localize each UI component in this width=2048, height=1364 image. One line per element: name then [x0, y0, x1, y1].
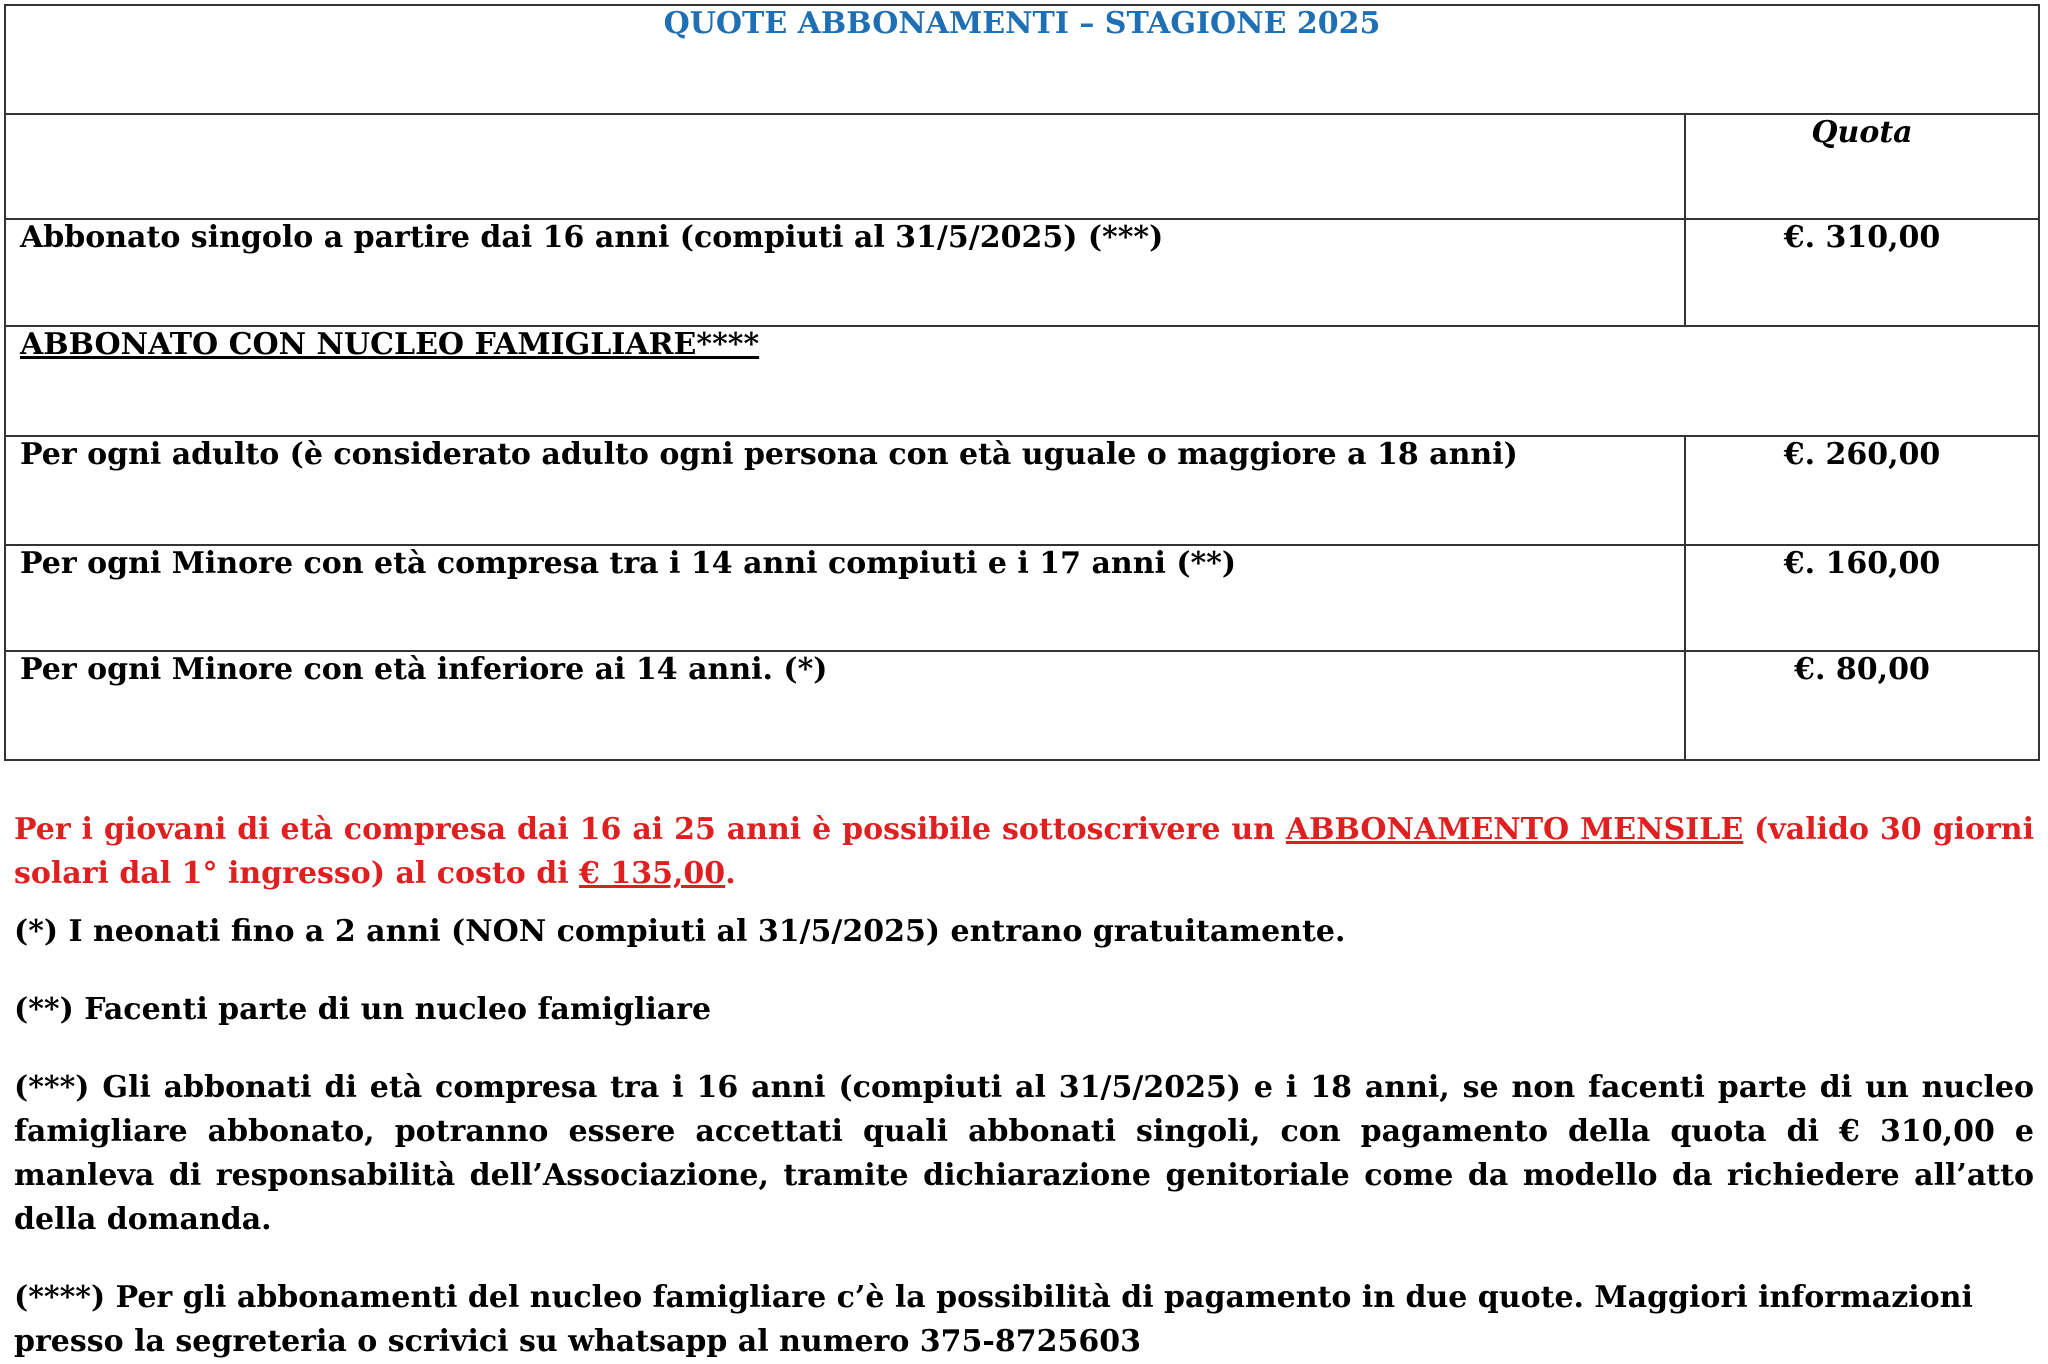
monthly-price: € 135,00 — [579, 856, 726, 891]
monthly-subscription-link: ABBONAMENTO MENSILE — [1285, 812, 1744, 847]
table-row — [5, 651, 2039, 760]
monthly-subscription-note: Per i giovani di età compresa dai 16 ai 25 anni è possibile sottoscrivere un ABBONAMENTO MENSILE (valido 30 giorni solari dal 1° ingresso) al costo di € 135,00. — [14, 812, 2034, 891]
table-row — [5, 219, 2039, 326]
row-price: €. 80,00 — [1685, 651, 2039, 760]
empty-header-cell — [5, 114, 1685, 219]
notes-section — [14, 808, 2034, 1364]
table-title: QUOTE ABBONAMENTI – STAGIONE 2025 — [5, 5, 2039, 114]
table-row — [5, 545, 2039, 651]
fee-table — [4, 4, 2040, 761]
footnote-1: (*) I neonati fino a 2 anni (NON compiuti al 31/5/2025) entrano gratuitamente. — [14, 914, 1346, 949]
quota-column-header: Quota — [1685, 114, 2039, 219]
row-label: Per ogni Minore con età compresa tra i 14 anni compiuti e i 17 anni (**) — [5, 545, 1685, 651]
row-price: €. 160,00 — [1685, 545, 2039, 651]
row-price: €. 310,00 — [1685, 219, 2039, 326]
section-heading-family: ABBONATO CON NUCLEO FAMIGLIARE**** — [5, 326, 2039, 436]
table-row — [5, 436, 2039, 545]
row-price: €. 260,00 — [1685, 436, 2039, 545]
row-label: Per ogni Minore con età inferiore ai 14 anni. (*) — [5, 651, 1685, 760]
footnote-2: (**) Facenti parte di un nucleo famigliare — [14, 992, 712, 1027]
row-label: Abbonato singolo a partire dai 16 anni (compiuti al 31/5/2025) (***) — [5, 219, 1685, 326]
footnote-3: (***) Gli abbonati di età compresa tra i 16 anni (compiuti al 31/5/2025) e i 18 anni, se non facenti parte di un nucleo famigliare abbonato, potranno essere accettati quali abbonati singoli, con pagamento della quota di € 310,00 e manleva di responsabilità dell’Associazione, tramite dichiarazione genitoriale come da modello da richiedere all’atto della domanda. — [14, 1070, 2034, 1237]
table-row — [5, 326, 2039, 436]
footnote-4: (****) Per gli abbonamenti del nucleo famigliare c’è la possibilità di pagamento in due quote. Maggiori informazioni presso la segreteria o scrivici su whatsapp al numero 375-8725603 — [14, 1280, 1973, 1359]
row-label: Per ogni adulto (è considerato adulto ogni persona con età uguale o maggiore a 18 anni) — [5, 436, 1685, 545]
